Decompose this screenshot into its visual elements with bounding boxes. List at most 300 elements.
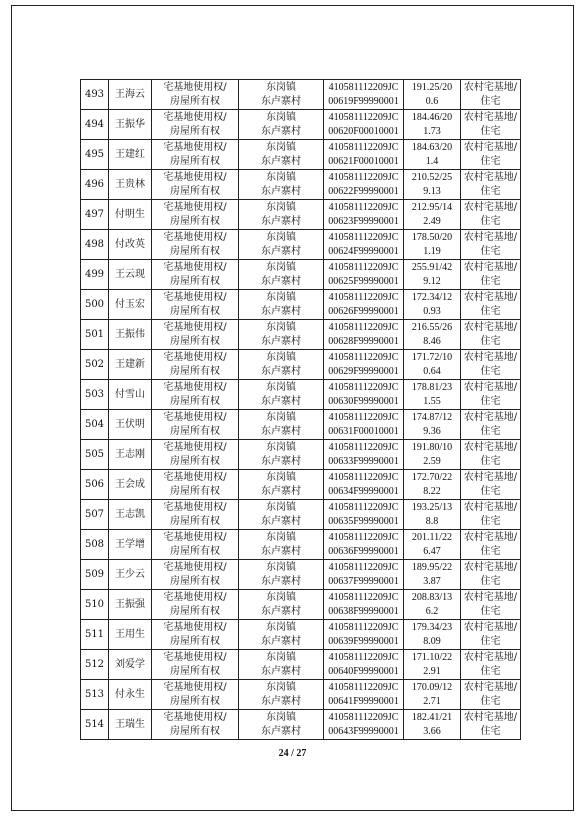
location-cell-line: 东岗镇 — [266, 501, 296, 513]
row-number-cell: 507 — [81, 500, 109, 530]
area-cell-line: 216.55/26 — [411, 321, 453, 333]
land-use-cell-line: 农村宅基地/ — [463, 711, 518, 723]
parcel-code-cell — [324, 500, 404, 530]
location-cell-line: 东岗镇 — [266, 261, 296, 273]
land-use-cell — [461, 440, 521, 470]
area-cell — [404, 230, 461, 260]
area-cell — [404, 200, 461, 230]
parcel-code-cell-line: 410581112209JC — [328, 441, 399, 453]
parcel-code-cell-line: 00638F99990001 — [328, 605, 399, 617]
area-cell-line: 9.12 — [423, 275, 441, 287]
location-cell-line: 东岗镇 — [266, 291, 296, 303]
table-row — [81, 650, 521, 680]
parcel-code-cell-line: 410581112209JC — [328, 651, 399, 663]
area-cell-line: 171.10/22 — [411, 651, 453, 663]
land-use-cell — [461, 320, 521, 350]
location-cell-line: 东卢寨村 — [261, 275, 301, 287]
right-type-cell-line: 宅基地使用权/ — [163, 471, 227, 483]
land-use-cell-line: 农村宅基地/ — [463, 651, 518, 663]
parcel-code-cell-line: 410581112209JC — [328, 171, 399, 183]
parcel-code-cell — [324, 200, 404, 230]
location-cell-line: 东岗镇 — [266, 201, 296, 213]
owner-name-cell: 王伏明 — [109, 410, 152, 440]
parcel-code-cell-line: 00637F99990001 — [328, 575, 399, 587]
right-type-cell — [152, 650, 239, 680]
table-row — [81, 290, 521, 320]
land-use-cell — [461, 410, 521, 440]
right-type-cell-line: 房屋所有权 — [170, 695, 220, 707]
area-cell-line: 184.46/20 — [411, 111, 453, 123]
right-type-cell-line: 宅基地使用权/ — [163, 711, 227, 723]
area-cell — [404, 560, 461, 590]
area-cell-line: 0.6 — [425, 95, 439, 107]
table-row — [81, 410, 521, 440]
land-use-cell — [461, 710, 521, 740]
location-cell — [239, 350, 324, 380]
area-cell — [404, 530, 461, 560]
land-use-cell — [461, 350, 521, 380]
owner-name-cell: 王云现 — [109, 260, 152, 290]
land-use-cell — [461, 170, 521, 200]
right-type-cell-line: 宅基地使用权/ — [163, 411, 227, 423]
right-type-cell — [152, 80, 239, 110]
area-cell — [404, 440, 461, 470]
parcel-code-cell — [324, 290, 404, 320]
parcel-code-cell-line: 410581112209JC — [328, 711, 399, 723]
land-use-cell — [461, 650, 521, 680]
right-type-cell — [152, 140, 239, 170]
area-cell-line: 8.46 — [423, 335, 441, 347]
land-use-cell-line: 住宅 — [480, 245, 501, 257]
location-cell — [239, 440, 324, 470]
location-cell — [239, 620, 324, 650]
owner-name-cell: 王建新 — [109, 350, 152, 380]
parcel-code-cell-line: 00636F99990001 — [328, 545, 399, 557]
parcel-code-cell — [324, 590, 404, 620]
owner-name-cell: 刘爱学 — [109, 650, 152, 680]
parcel-code-cell-line: 410581112209JC — [328, 471, 399, 483]
area-cell — [404, 650, 461, 680]
owner-name-cell: 付明生 — [109, 200, 152, 230]
owner-name-cell: 王会成 — [109, 470, 152, 500]
land-use-cell-line: 住宅 — [480, 485, 501, 497]
location-cell-line: 东岗镇 — [266, 591, 296, 603]
area-cell-line: 2.91 — [423, 665, 441, 677]
land-use-cell-line: 住宅 — [480, 95, 501, 107]
parcel-code-cell-line: 410581112209JC — [328, 231, 399, 243]
area-cell-line: 193.25/13 — [411, 501, 453, 513]
area-cell-line: 171.72/10 — [411, 351, 453, 363]
location-cell-line: 东卢寨村 — [261, 335, 301, 347]
right-type-cell — [152, 350, 239, 380]
row-number-cell: 513 — [81, 680, 109, 710]
parcel-code-cell-line: 410581112209JC — [328, 141, 399, 153]
area-cell — [404, 140, 461, 170]
row-number-cell: 509 — [81, 560, 109, 590]
land-use-cell — [461, 80, 521, 110]
right-type-cell-line: 房屋所有权 — [170, 305, 220, 317]
location-cell-line: 东岗镇 — [266, 681, 296, 693]
right-type-cell — [152, 170, 239, 200]
location-cell-line: 东卢寨村 — [261, 215, 301, 227]
parcel-code-cell-line: 00630F99990001 — [328, 395, 399, 407]
land-use-cell-line: 住宅 — [480, 725, 501, 737]
area-cell-line: 172.70/22 — [411, 471, 453, 483]
table-row — [81, 470, 521, 500]
owner-name-cell: 王瑞生 — [109, 710, 152, 740]
row-number-cell: 512 — [81, 650, 109, 680]
area-cell-line: 184.63/20 — [411, 141, 453, 153]
land-use-cell — [461, 620, 521, 650]
owner-name-cell: 付永生 — [109, 680, 152, 710]
area-cell-line: 6.2 — [425, 605, 439, 617]
right-type-cell-line: 宅基地使用权/ — [163, 261, 227, 273]
land-use-cell-line: 农村宅基地/ — [463, 681, 518, 693]
right-type-cell-line: 宅基地使用权/ — [163, 651, 227, 663]
land-use-cell-line: 农村宅基地/ — [463, 381, 518, 393]
location-cell-line: 东岗镇 — [266, 381, 296, 393]
area-cell-line: 212.95/14 — [411, 201, 453, 213]
row-number-cell: 510 — [81, 590, 109, 620]
row-number-cell: 497 — [81, 200, 109, 230]
row-number-cell: 505 — [81, 440, 109, 470]
right-type-cell-line: 房屋所有权 — [170, 155, 220, 167]
area-cell — [404, 350, 461, 380]
table-row — [81, 170, 521, 200]
table-row — [81, 200, 521, 230]
location-cell-line: 东岗镇 — [266, 621, 296, 633]
area-cell — [404, 170, 461, 200]
area-cell-line: 178.50/20 — [411, 231, 453, 243]
parcel-code-cell-line: 410581112209JC — [328, 621, 399, 633]
parcel-code-cell — [324, 230, 404, 260]
right-type-cell — [152, 590, 239, 620]
land-use-cell — [461, 260, 521, 290]
table-row — [81, 620, 521, 650]
location-cell — [239, 560, 324, 590]
area-cell-line: 3.87 — [423, 575, 441, 587]
area-cell-line: 9.36 — [423, 425, 441, 437]
owner-name-cell: 王用生 — [109, 620, 152, 650]
area-cell — [404, 290, 461, 320]
parcel-code-cell-line: 410581112209JC — [328, 351, 399, 363]
location-cell — [239, 290, 324, 320]
land-use-cell-line: 住宅 — [480, 395, 501, 407]
area-cell-line: 9.13 — [423, 185, 441, 197]
area-cell — [404, 620, 461, 650]
area-cell-line: 208.83/13 — [411, 591, 453, 603]
area-cell-line: 8.09 — [423, 635, 441, 647]
table-row — [81, 320, 521, 350]
right-type-cell-line: 宅基地使用权/ — [163, 591, 227, 603]
location-cell-line: 东卢寨村 — [261, 155, 301, 167]
location-cell-line: 东卢寨村 — [261, 635, 301, 647]
parcel-code-cell-line: 00628F99990001 — [328, 335, 399, 347]
land-use-cell-line: 农村宅基地/ — [463, 621, 518, 633]
parcel-code-cell — [324, 470, 404, 500]
location-cell — [239, 680, 324, 710]
location-cell-line: 东卢寨村 — [261, 185, 301, 197]
area-cell-line: 1.4 — [425, 155, 439, 167]
right-type-cell-line: 房屋所有权 — [170, 455, 220, 467]
right-type-cell — [152, 290, 239, 320]
row-number-cell: 501 — [81, 320, 109, 350]
right-type-cell-line: 宅基地使用权/ — [163, 321, 227, 333]
parcel-code-cell — [324, 650, 404, 680]
parcel-code-cell-line: 410581112209JC — [328, 411, 399, 423]
parcel-code-cell-line: 410581112209JC — [328, 681, 399, 693]
right-type-cell-line: 房屋所有权 — [170, 605, 220, 617]
land-use-cell — [461, 200, 521, 230]
land-use-cell-line: 住宅 — [480, 575, 501, 587]
right-type-cell-line: 房屋所有权 — [170, 185, 220, 197]
area-cell — [404, 500, 461, 530]
parcel-code-cell-line: 00643F99990001 — [328, 725, 399, 737]
location-cell — [239, 380, 324, 410]
right-type-cell-line: 房屋所有权 — [170, 665, 220, 677]
land-use-cell-line: 农村宅基地/ — [463, 111, 518, 123]
owner-name-cell: 王建红 — [109, 140, 152, 170]
right-type-cell-line: 宅基地使用权/ — [163, 291, 227, 303]
registry-table — [80, 79, 521, 740]
table-row — [81, 440, 521, 470]
owner-name-cell: 王振强 — [109, 590, 152, 620]
location-cell-line: 东岗镇 — [266, 321, 296, 333]
parcel-code-cell — [324, 440, 404, 470]
land-use-cell-line: 住宅 — [480, 545, 501, 557]
location-cell-line: 东卢寨村 — [261, 485, 301, 497]
location-cell-line: 东卢寨村 — [261, 725, 301, 737]
location-cell-line: 东岗镇 — [266, 171, 296, 183]
land-use-cell-line: 住宅 — [480, 335, 501, 347]
location-cell-line: 东岗镇 — [266, 471, 296, 483]
owner-name-cell: 王少云 — [109, 560, 152, 590]
location-cell — [239, 140, 324, 170]
table-row — [81, 110, 521, 140]
table-row — [81, 80, 521, 110]
right-type-cell-line: 房屋所有权 — [170, 515, 220, 527]
land-use-cell-line: 住宅 — [480, 455, 501, 467]
parcel-code-cell — [324, 680, 404, 710]
right-type-cell-line: 房屋所有权 — [170, 575, 220, 587]
area-cell — [404, 710, 461, 740]
right-type-cell-line: 房屋所有权 — [170, 335, 220, 347]
parcel-code-cell-line: 410581112209JC — [328, 321, 399, 333]
area-cell-line: 0.93 — [423, 305, 441, 317]
area-cell — [404, 380, 461, 410]
location-cell-line: 东岗镇 — [266, 111, 296, 123]
parcel-code-cell — [324, 350, 404, 380]
land-use-cell-line: 住宅 — [480, 185, 501, 197]
right-type-cell-line: 房屋所有权 — [170, 725, 220, 737]
right-type-cell — [152, 500, 239, 530]
land-use-cell-line: 农村宅基地/ — [463, 471, 518, 483]
location-cell-line: 东岗镇 — [266, 441, 296, 453]
table-row — [81, 560, 521, 590]
parcel-code-cell-line: 410581112209JC — [328, 291, 399, 303]
land-use-cell — [461, 110, 521, 140]
parcel-code-cell-line: 00621F00010001 — [328, 155, 399, 167]
area-cell — [404, 320, 461, 350]
right-type-cell-line: 宅基地使用权/ — [163, 621, 227, 633]
land-use-cell-line: 住宅 — [480, 425, 501, 437]
parcel-code-cell-line: 00631F00010001 — [328, 425, 399, 437]
location-cell-line: 东岗镇 — [266, 711, 296, 723]
land-use-cell-line: 农村宅基地/ — [463, 591, 518, 603]
location-cell — [239, 590, 324, 620]
table-row — [81, 350, 521, 380]
parcel-code-cell — [324, 260, 404, 290]
location-cell — [239, 710, 324, 740]
location-cell — [239, 260, 324, 290]
parcel-code-cell-line: 00634F99990001 — [328, 485, 399, 497]
row-number-cell: 494 — [81, 110, 109, 140]
parcel-code-cell — [324, 320, 404, 350]
land-use-cell — [461, 500, 521, 530]
parcel-code-cell-line: 410581112209JC — [328, 261, 399, 273]
right-type-cell-line: 房屋所有权 — [170, 545, 220, 557]
right-type-cell-line: 宅基地使用权/ — [163, 381, 227, 393]
location-cell-line: 东卢寨村 — [261, 605, 301, 617]
parcel-code-cell-line: 00623F99990001 — [328, 215, 399, 227]
right-type-cell — [152, 410, 239, 440]
parcel-code-cell-line: 00622F99990001 — [328, 185, 399, 197]
right-type-cell-line: 房屋所有权 — [170, 95, 220, 107]
land-use-cell-line: 农村宅基地/ — [463, 81, 518, 93]
land-use-cell-line: 农村宅基地/ — [463, 561, 518, 573]
land-use-cell — [461, 530, 521, 560]
owner-name-cell: 付玉宏 — [109, 290, 152, 320]
right-type-cell — [152, 470, 239, 500]
parcel-code-cell — [324, 620, 404, 650]
owner-name-cell: 王振华 — [109, 110, 152, 140]
right-type-cell-line: 宅基地使用权/ — [163, 561, 227, 573]
area-cell-line: 201.11/22 — [412, 531, 452, 543]
land-use-cell-line: 农村宅基地/ — [463, 171, 518, 183]
land-use-cell-line: 农村宅基地/ — [463, 441, 518, 453]
land-use-cell — [461, 380, 521, 410]
location-cell — [239, 80, 324, 110]
location-cell-line: 东岗镇 — [266, 651, 296, 663]
land-use-cell — [461, 230, 521, 260]
land-use-cell — [461, 560, 521, 590]
land-use-cell-line: 住宅 — [480, 665, 501, 677]
owner-name-cell: 王贵林 — [109, 170, 152, 200]
location-cell — [239, 320, 324, 350]
area-cell — [404, 110, 461, 140]
land-use-cell — [461, 590, 521, 620]
right-type-cell-line: 宅基地使用权/ — [163, 201, 227, 213]
table-row — [81, 500, 521, 530]
right-type-cell-line: 房屋所有权 — [170, 485, 220, 497]
land-use-cell-line: 农村宅基地/ — [463, 231, 518, 243]
right-type-cell-line: 宅基地使用权/ — [163, 351, 227, 363]
row-number-cell: 496 — [81, 170, 109, 200]
land-use-cell-line: 住宅 — [480, 125, 501, 137]
owner-name-cell: 王学增 — [109, 530, 152, 560]
table-row — [81, 710, 521, 740]
land-use-cell-line: 住宅 — [480, 365, 501, 377]
land-use-cell-line: 住宅 — [480, 695, 501, 707]
area-cell — [404, 680, 461, 710]
parcel-code-cell — [324, 560, 404, 590]
land-use-cell-line: 住宅 — [480, 515, 501, 527]
parcel-code-cell-line: 410581112209JC — [328, 561, 399, 573]
location-cell-line: 东卢寨村 — [261, 245, 301, 257]
table-row — [81, 590, 521, 620]
location-cell — [239, 110, 324, 140]
area-cell-line: 191.80/10 — [411, 441, 453, 453]
parcel-code-cell-line: 410581112209JC — [328, 591, 399, 603]
parcel-code-cell-line: 00624F99990001 — [328, 245, 399, 257]
row-number-cell: 495 — [81, 140, 109, 170]
row-number-cell: 500 — [81, 290, 109, 320]
parcel-code-cell-line: 410581112209JC — [328, 81, 399, 93]
location-cell-line: 东岗镇 — [266, 81, 296, 93]
land-use-cell-line: 农村宅基地/ — [463, 201, 518, 213]
area-cell-line: 8.8 — [425, 515, 439, 527]
land-use-cell-line: 农村宅基地/ — [463, 321, 518, 333]
area-cell-line: 2.59 — [423, 455, 441, 467]
right-type-cell-line: 宅基地使用权/ — [163, 231, 227, 243]
row-number-cell: 498 — [81, 230, 109, 260]
table-row — [81, 230, 521, 260]
right-type-cell-line: 房屋所有权 — [170, 215, 220, 227]
table-row — [81, 140, 521, 170]
area-cell-line: 210.52/25 — [411, 171, 453, 183]
area-cell-line: 189.95/22 — [411, 561, 453, 573]
location-cell-line: 东卢寨村 — [261, 665, 301, 677]
location-cell-line: 东卢寨村 — [261, 95, 301, 107]
area-cell-line: 255.91/42 — [411, 261, 453, 273]
location-cell — [239, 530, 324, 560]
area-cell-line: 2.49 — [423, 215, 441, 227]
land-use-cell-line: 农村宅基地/ — [463, 351, 518, 363]
land-use-cell — [461, 680, 521, 710]
location-cell-line: 东岗镇 — [266, 351, 296, 363]
parcel-code-cell — [324, 530, 404, 560]
land-use-cell — [461, 140, 521, 170]
area-cell-line: 174.87/12 — [411, 411, 453, 423]
area-cell-line: 172.34/12 — [411, 291, 453, 303]
area-cell-line: 3.66 — [423, 725, 441, 737]
location-cell-line: 东卢寨村 — [261, 515, 301, 527]
land-use-cell-line: 住宅 — [480, 155, 501, 167]
parcel-code-cell — [324, 110, 404, 140]
right-type-cell-line: 房屋所有权 — [170, 395, 220, 407]
parcel-code-cell — [324, 140, 404, 170]
location-cell-line: 东岗镇 — [266, 411, 296, 423]
table-row — [81, 260, 521, 290]
parcel-code-cell — [324, 80, 404, 110]
land-use-cell-line: 住宅 — [480, 305, 501, 317]
right-type-cell-line: 房屋所有权 — [170, 425, 220, 437]
area-cell-line: 1.73 — [423, 125, 441, 137]
area-cell-line: 8.22 — [423, 485, 441, 497]
parcel-code-cell-line: 00640F99990001 — [328, 665, 399, 677]
parcel-code-cell — [324, 380, 404, 410]
location-cell — [239, 500, 324, 530]
location-cell-line: 东岗镇 — [266, 231, 296, 243]
land-use-cell-line: 农村宅基地/ — [463, 141, 518, 153]
right-type-cell — [152, 230, 239, 260]
right-type-cell-line: 宅基地使用权/ — [163, 441, 227, 453]
area-cell — [404, 260, 461, 290]
owner-name-cell: 王志刚 — [109, 440, 152, 470]
area-cell-line: 191.25/20 — [411, 81, 453, 93]
land-use-cell — [461, 470, 521, 500]
location-cell-line: 东卢寨村 — [261, 425, 301, 437]
